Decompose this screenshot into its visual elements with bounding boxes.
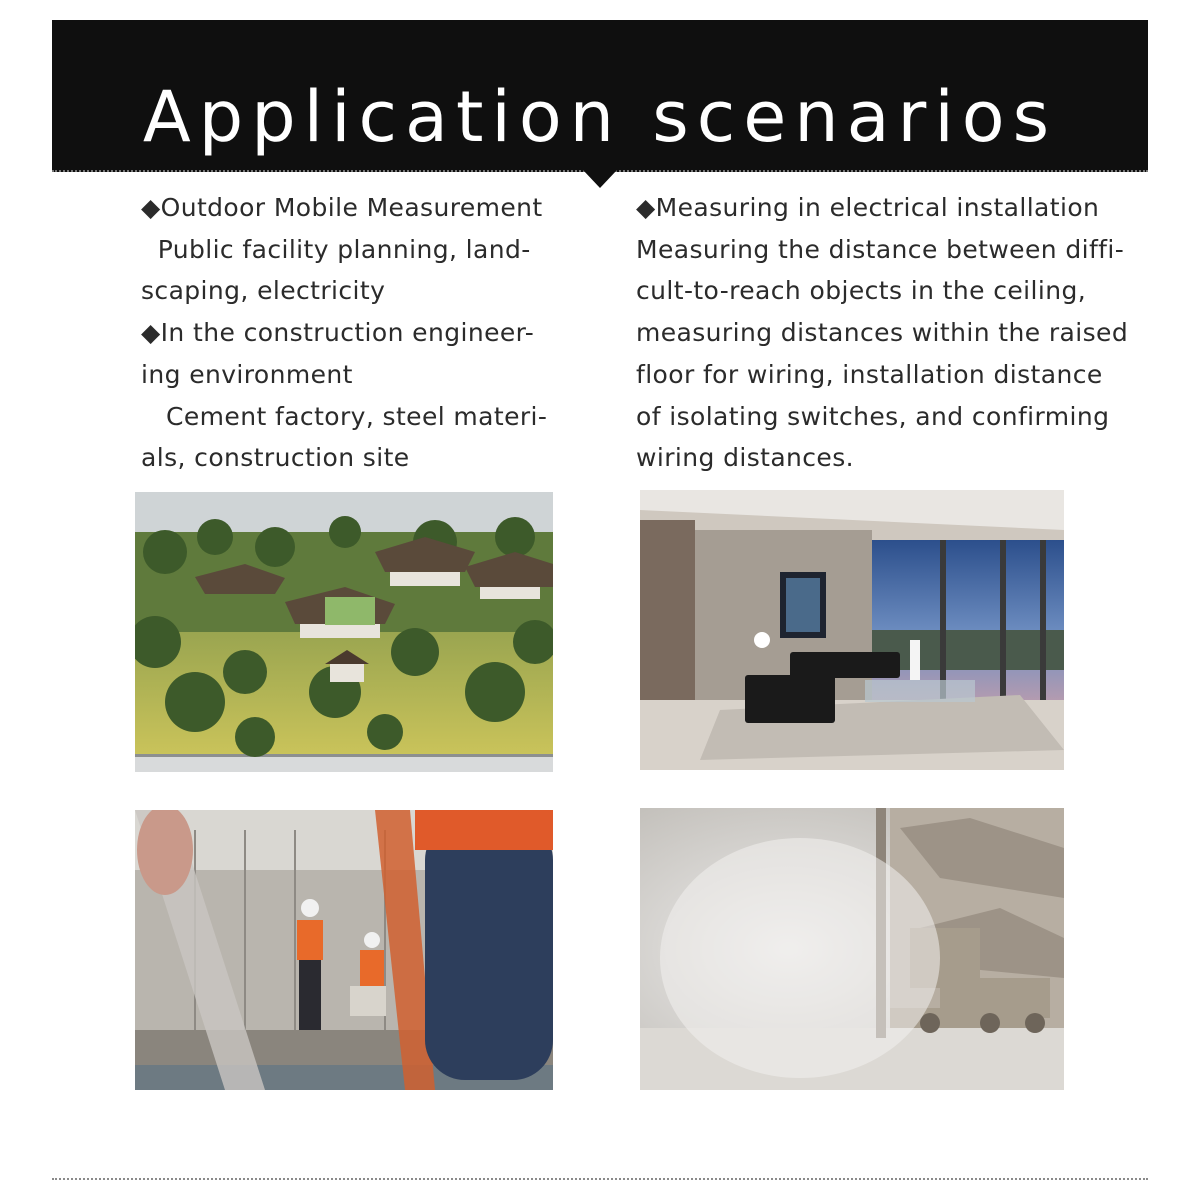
left-line-5: ing environment xyxy=(141,359,353,389)
footer-divider xyxy=(52,1178,1148,1180)
left-line-7: als, construction site xyxy=(141,443,410,473)
page-title: Application scenarios xyxy=(142,76,1058,158)
landscape-model-photo xyxy=(135,492,553,772)
left-description xyxy=(141,187,571,479)
left-line-3: scaping, electricity xyxy=(141,276,386,306)
title-banner xyxy=(52,20,1148,172)
drilling-rig-photo xyxy=(640,808,1064,1090)
left-line-6: Cement factory, steel materi- xyxy=(141,401,548,431)
right-line-4: measuring distances within the raised xyxy=(636,318,1129,348)
banner-notch xyxy=(583,170,617,188)
right-description xyxy=(636,187,1136,479)
right-line-6: of isolating switches, and confirming xyxy=(636,401,1110,431)
left-line-1: ◆Outdoor Mobile Measurement xyxy=(141,193,543,222)
left-line-2: Public facility planning, land- xyxy=(141,234,531,264)
right-line-7: wiring distances. xyxy=(636,443,854,473)
right-line-5: floor for wiring, installation distance xyxy=(636,359,1103,389)
right-line-3: cult-to-reach objects in the ceiling, xyxy=(636,276,1087,306)
right-line-2: Measuring the distance between diffi- xyxy=(636,234,1125,264)
living-room-photo xyxy=(640,490,1064,770)
right-line-1: ◆Measuring in electrical installation xyxy=(636,193,1100,222)
left-line-4: ◆In the construction engineer- xyxy=(141,318,535,348)
construction-workers-photo xyxy=(135,810,553,1090)
